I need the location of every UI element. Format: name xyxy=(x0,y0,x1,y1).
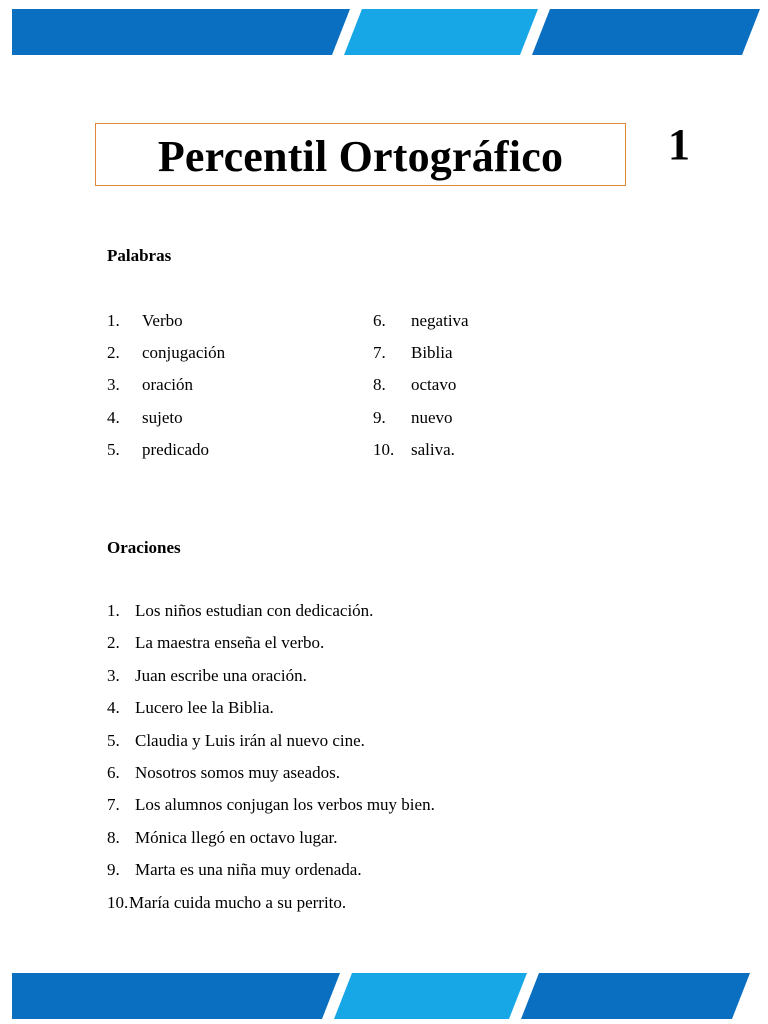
word-text: conjugación xyxy=(142,343,226,363)
sentence-number: 9. xyxy=(107,860,120,880)
sentence-number: 3. xyxy=(107,665,120,685)
top-decorative-band xyxy=(0,9,768,55)
bottom-band-segment-right xyxy=(521,973,750,1019)
sentence-text: Juan escribe una oración. xyxy=(135,665,307,685)
top-band-segment-middle xyxy=(344,9,538,55)
bottom-band-graphic xyxy=(0,973,768,1019)
word-number: 8. xyxy=(373,375,386,395)
sentence-text: María cuida mucho a su perrito. xyxy=(129,892,347,912)
sentence-number: 2. xyxy=(107,633,120,653)
sentence-text: Los niños estudian con dedicación. xyxy=(135,601,374,620)
top-band-segment-right xyxy=(532,9,760,55)
word-number: 6. xyxy=(373,311,386,330)
sentence-text: Lucero lee la Biblia. xyxy=(135,698,274,718)
sentence-text: Los alumnos conjugan los verbos muy bien. xyxy=(135,795,435,815)
word-text: saliva. xyxy=(411,439,455,459)
word-number: 4. xyxy=(107,407,120,427)
sentence-text: Claudia y Luis irán al nuevo cine. xyxy=(135,730,365,750)
sentence-text: Mónica llegó en octavo lugar. xyxy=(135,827,338,847)
bottom-decorative-band xyxy=(0,973,768,1019)
word-text: Biblia xyxy=(411,343,453,363)
word-number: 3. xyxy=(107,375,120,395)
top-band-graphic xyxy=(0,9,768,55)
sentence-text: Nosotros somos muy aseados. xyxy=(135,762,340,782)
word-text: predicado xyxy=(142,439,210,459)
sentence-number: 10. xyxy=(107,892,129,912)
page-title: Percentil Ortográfico xyxy=(157,131,564,181)
sentence-text: La maestra enseña el verbo. xyxy=(135,633,325,653)
sentence-number: 6. xyxy=(107,762,120,782)
sentence-number: 8. xyxy=(107,827,120,847)
bottom-band-segment-left xyxy=(12,973,340,1019)
word-number: 2. xyxy=(107,343,120,363)
oraciones-heading: Oraciones xyxy=(107,538,181,557)
word-text: sujeto xyxy=(142,407,183,427)
word-text: Verbo xyxy=(142,311,183,330)
word-text: nuevo xyxy=(411,407,453,427)
title-box xyxy=(95,123,626,186)
word-text: negativa xyxy=(411,311,469,330)
word-number: 5. xyxy=(107,439,120,459)
bottom-band-segment-middle xyxy=(334,973,527,1019)
word-text: oración xyxy=(142,375,193,395)
word-number: 7. xyxy=(373,343,386,363)
sentence-number: 5. xyxy=(107,730,120,750)
sentence-text: Marta es una niña muy ordenada. xyxy=(135,860,362,880)
sentence-number: 7. xyxy=(107,795,120,815)
sentence-number: 4. xyxy=(107,698,120,718)
palabras-heading: Palabras xyxy=(107,246,172,265)
word-text: octavo xyxy=(411,375,457,395)
word-number: 9. xyxy=(373,407,386,427)
word-number: 10. xyxy=(373,439,395,459)
word-number: 1. xyxy=(107,311,120,330)
sentence-number: 1. xyxy=(107,601,120,620)
top-band-segment-left xyxy=(12,9,350,55)
page-number: 1 xyxy=(668,120,690,169)
